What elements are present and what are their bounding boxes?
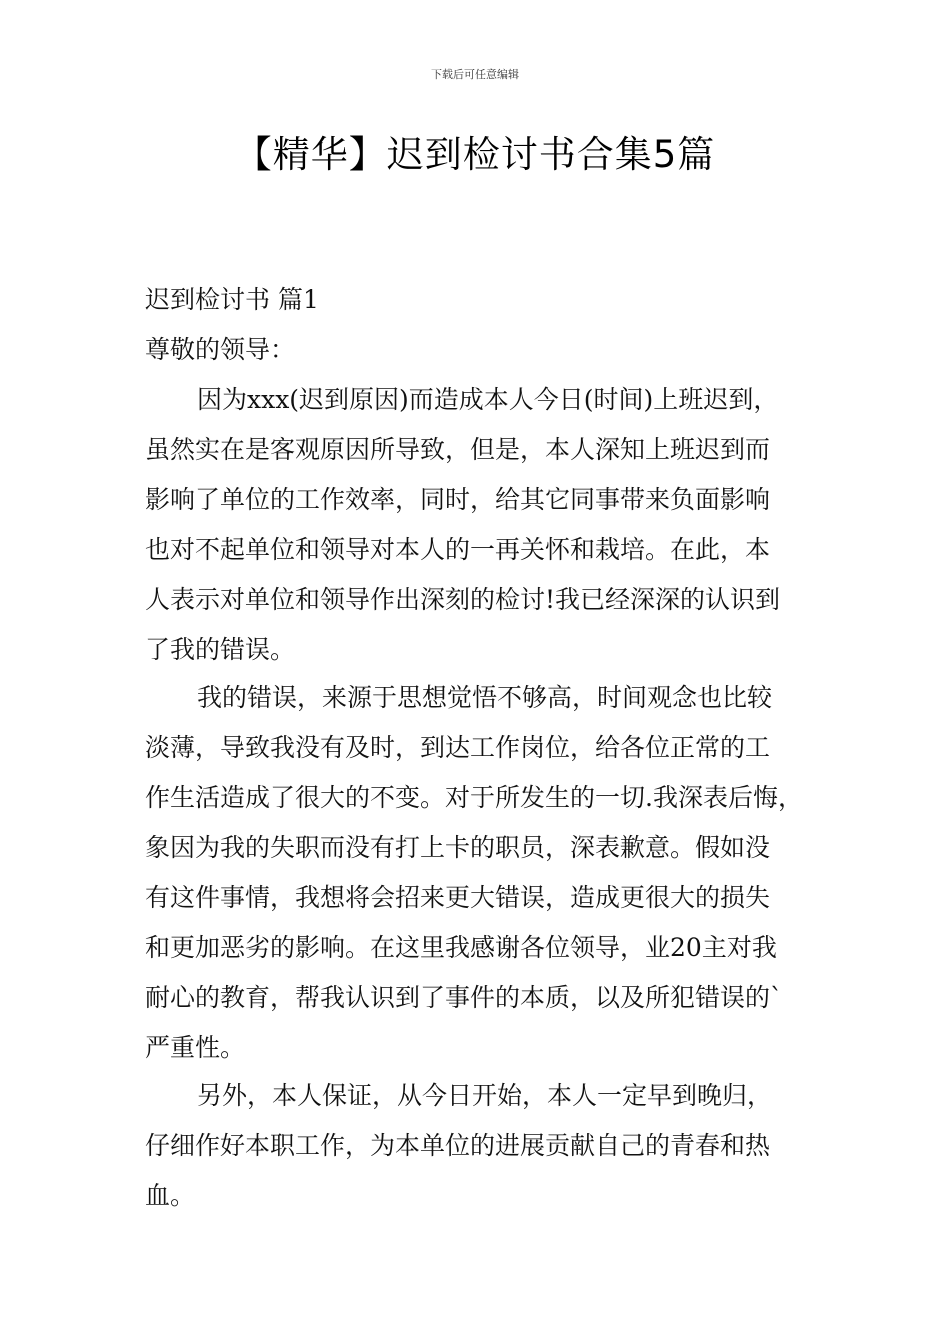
document-title: 【精华】迟到检讨书合集5篇 — [234, 133, 716, 176]
salutation: 尊敬的领导： — [145, 335, 296, 364]
paragraph-2-line-5: 有这件事情，我想将会招来更大错误，造成更很大的损失 — [145, 883, 771, 912]
paragraph-1-line-1: 因为xxx(迟到原因)而造成本人今日(时间)上班迟到， — [197, 385, 779, 414]
paragraph-1-line-2: 虽然实在是客观原因所导致，但是，本人深知上班迟到而 — [145, 435, 771, 464]
paragraph-2-line-4: 象因为我的失职而没有打上卡的职员，深表歉意。假如没 — [145, 833, 771, 862]
paragraph-2-line-1: 我的错误，来源于思想觉悟不够高，时间观念也比较 — [197, 683, 773, 712]
paragraph-1-line-4: 也对不起单位和领导对本人的一再关怀和栽培。在此，本 — [145, 535, 771, 564]
paragraph-1-line-3: 影响了单位的工作效率，同时，给其它同事带来负面影响 — [145, 485, 771, 514]
paragraph-2-line-7: 耐心的教育，帮我认识到了事件的本质，以及所犯错误的` — [145, 983, 783, 1012]
paragraph-2-line-6: 和更加恶劣的影响。在这里我感谢各位领导，业20主对我 — [145, 933, 777, 962]
download-note: 下载后可任意编辑 — [431, 68, 519, 81]
paragraph-2-line-3: 作生活造成了很大的不变。对于所发生的一切.我深表后悔， — [145, 783, 803, 812]
paragraph-3-line-3: 血。 — [145, 1181, 196, 1210]
paragraph-3-line-2: 仔细作好本职工作，为本单位的进展贡献自己的青春和热 — [145, 1131, 771, 1160]
paragraph-1-line-6: 了我的错误。 — [145, 635, 296, 664]
paragraph-3-line-1: 另外，本人保证，从今日开始，本人一定早到晚归， — [197, 1081, 773, 1110]
paragraph-2-line-8: 严重性。 — [145, 1033, 246, 1062]
section-heading: 迟到检讨书 篇1 — [145, 285, 319, 314]
paragraph-2-line-2: 淡薄，导致我没有及时，到达工作岗位，给各位正常的工 — [145, 733, 771, 762]
paragraph-1-line-5: 人表示对单位和领导作出深刻的检讨!我已经深深的认识到 — [145, 585, 781, 614]
